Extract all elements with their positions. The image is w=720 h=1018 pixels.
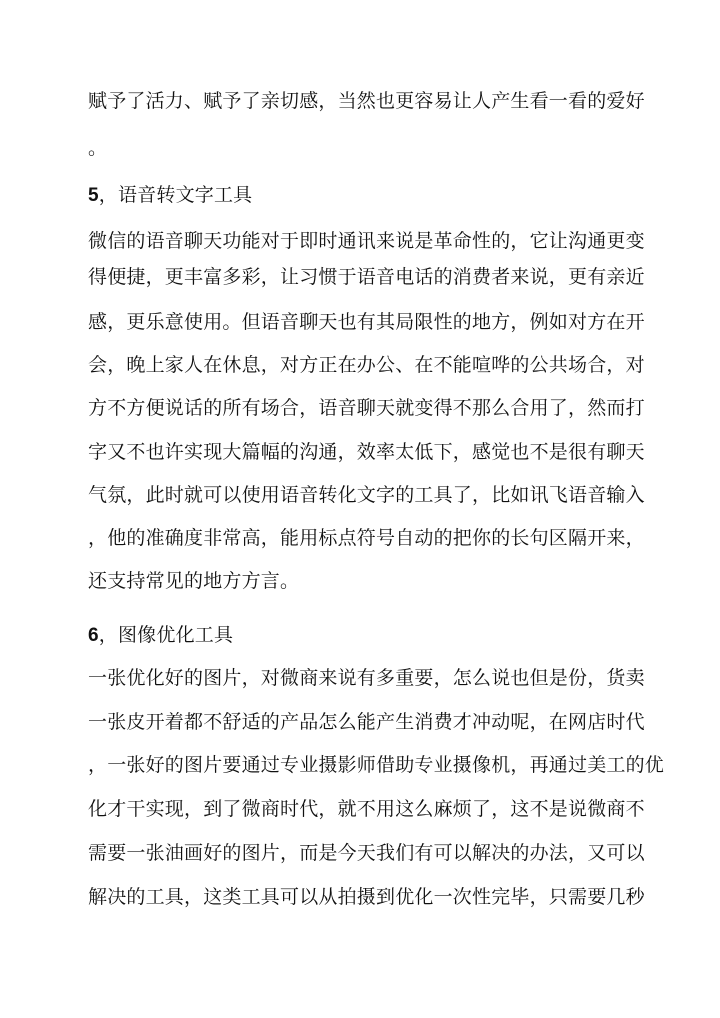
section-5-line-2: 得便捷，更丰富多彩，让习惯于语音电话的消费者来说，更有亲近 (88, 266, 645, 288)
intro-line-2: 。 (88, 137, 108, 159)
section-5-line-1: 微信的语音聊天功能对于即时通讯来说是革命性的，它让沟通更变 (88, 230, 645, 252)
section-5-line-6: 字又不也许实现大篇幅的沟通，效率太低下，感觉也不是很有聊天 (88, 441, 645, 463)
section-5-line-5: 方不方便说话的所有场合，语音聊天就变得不那么合用了，然而打 (88, 397, 645, 419)
section-6-line-3: ，一张好的图片要通过专业摄影师借助专业摄像机，再通过美工的优 (88, 754, 665, 776)
section-6-title: ，图像优化工具 (98, 624, 234, 646)
section-6-heading (88, 623, 648, 648)
section-6-line-1: 一张优化好的图片，对微商来说有多重要，怎么说也但是份，货卖 (88, 667, 645, 689)
section-5-heading (88, 183, 648, 208)
section-5-line-4: 会，晚上家人在休息，对方正在办公、在不能喧哗的公共场合，对 (88, 354, 645, 376)
section-6-line-6: 解决的工具，这类工具可以从拍摄到优化一次性完毕，只需要几秒 (88, 886, 645, 908)
section-5-line-8: ，他的准确度非常高，能用标点符号自动的把你的长句区隔开来， (88, 527, 645, 549)
section-5-line-7: 气氛，此时就可以使用语音转化文字的工具了，比如讯飞语音输入 (88, 484, 645, 506)
section-5-number: 5 (88, 185, 99, 206)
intro-line-1: 赋予了活力、赋予了亲切感，当然也更容易让人产生看一看的爱好 (88, 90, 645, 112)
section-6-line-4: 化才干实现，到了微商时代，就不用这么麻烦了，这不是说微商不 (88, 798, 645, 820)
section-6-number: 6 (88, 625, 99, 646)
section-5-line-9: 还支持常见的地方方言。 (88, 570, 300, 592)
section-5-line-3: 感，更乐意使用。但语音聊天也有其局限性的地方，例如对方在开 (88, 311, 645, 333)
section-6-line-5: 需要一张油画好的图片，而是今天我们有可以解决的办法，又可以 (88, 842, 645, 864)
section-5-title: ，语音转文字工具 (98, 184, 253, 206)
section-6-line-2: 一张皮开着都不舒适的产品怎么能产生消费才冲动呢，在网店时代 (88, 711, 645, 733)
